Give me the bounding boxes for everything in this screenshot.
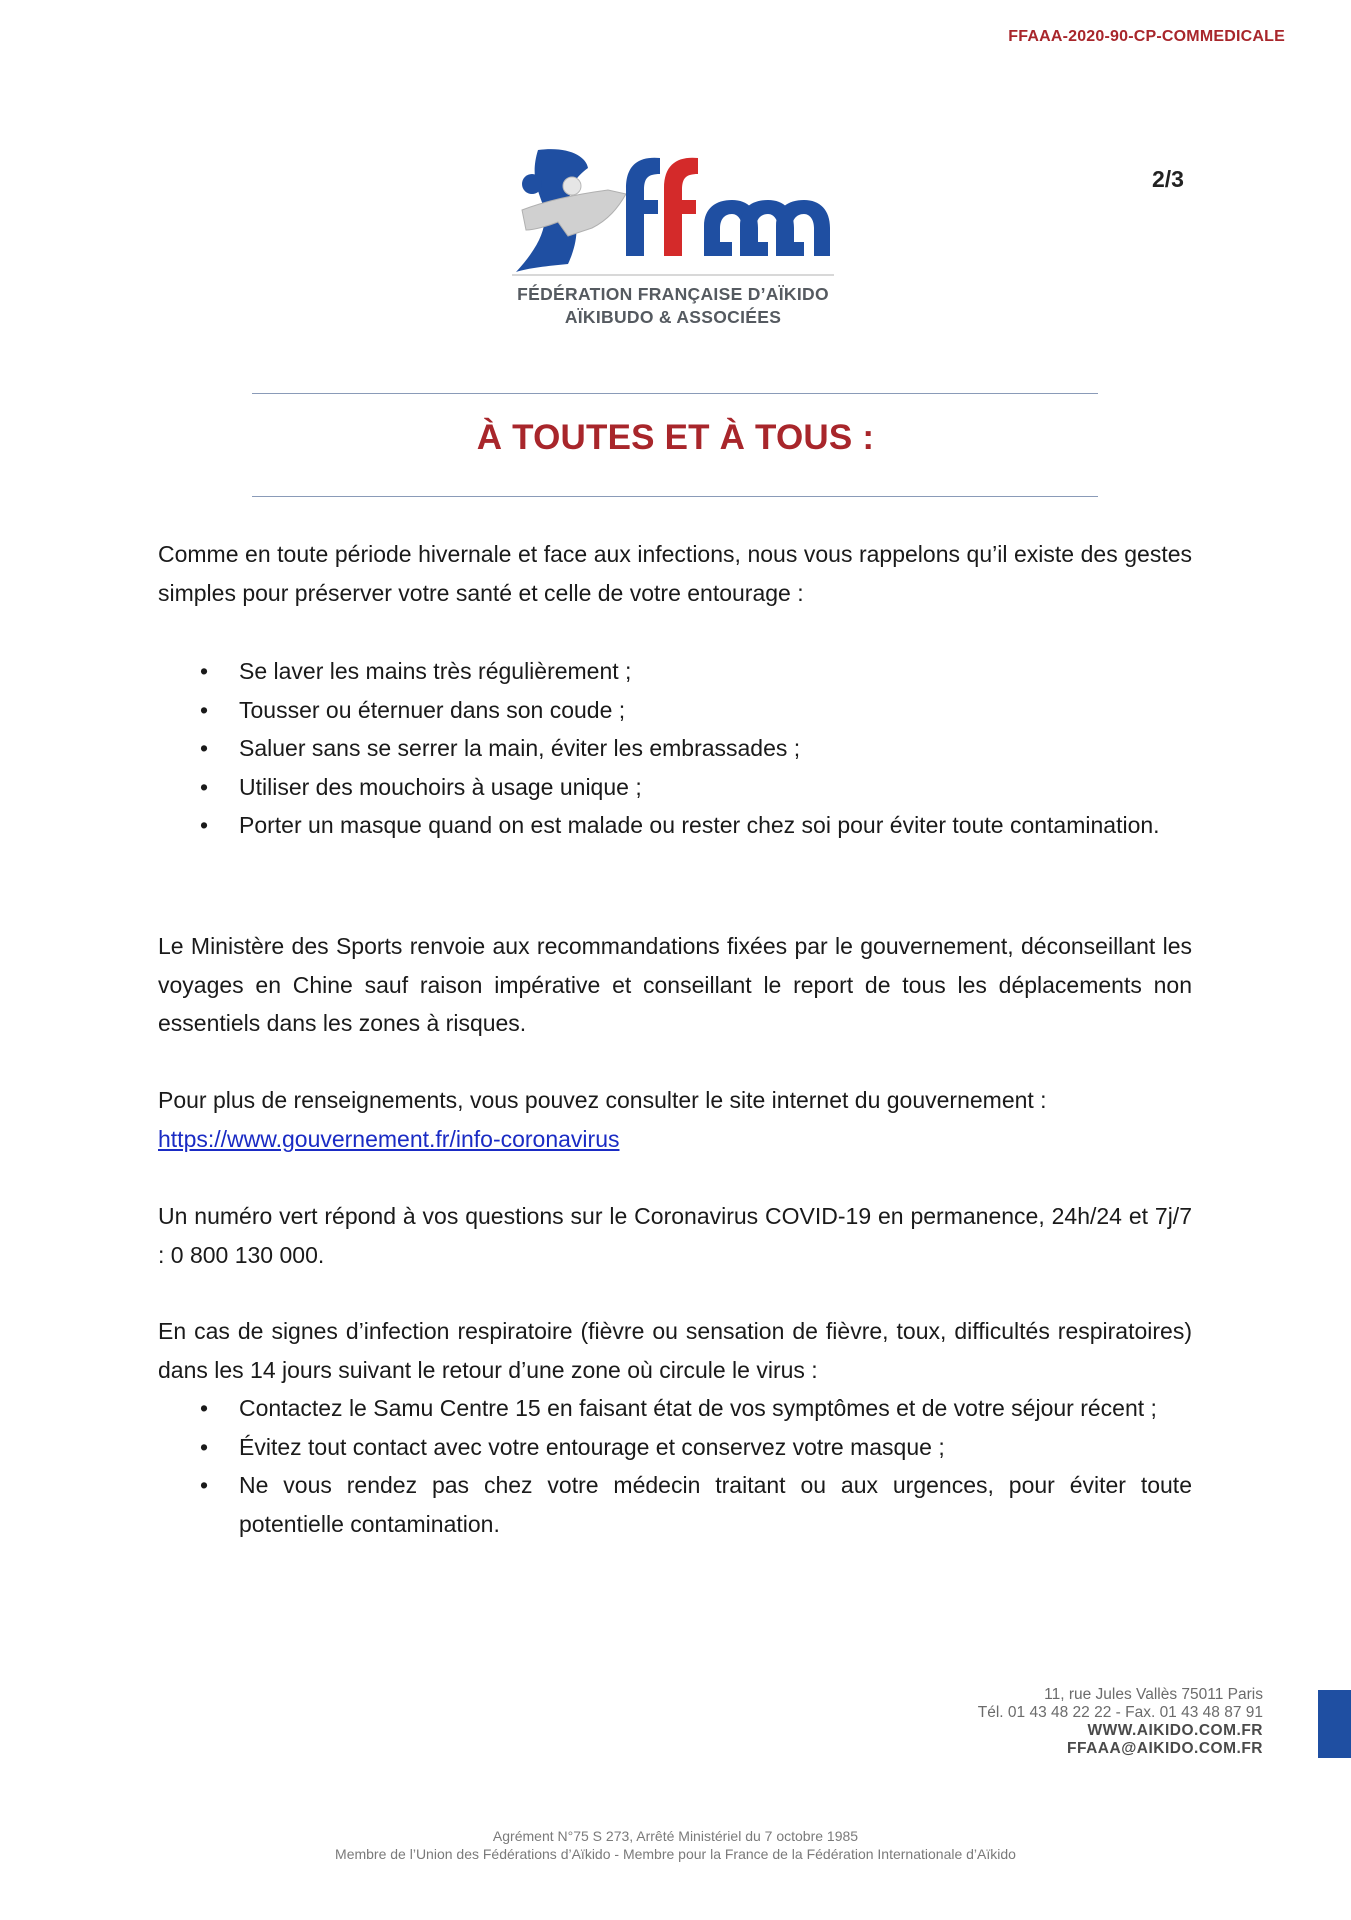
symptoms-section <box>158 1312 1192 1543</box>
footer-address: 11, rue Jules Vallès 75011 Paris <box>1044 1686 1263 1703</box>
info-section <box>158 1081 1192 1158</box>
bullet-icon: • <box>200 812 209 838</box>
document-reference: FFAAA-2020-90-CP-COMMEDICALE <box>1008 28 1285 45</box>
hotline-section <box>158 1197 1192 1274</box>
list-item: • Saluer sans se serrer la main, éviter les embrassades ; <box>158 729 1192 768</box>
page-title: À TOUTES ET À TOUS : <box>476 418 875 457</box>
list-item: • Se laver les mains très régulièrement ; <box>158 652 1192 691</box>
ffaaa-logo <box>508 138 838 328</box>
bullet-icon: • <box>200 1433 209 1460</box>
list-item: • Tousser ou éternuer dans son coude ; <box>158 691 1192 730</box>
bullet-icon: • <box>200 773 209 800</box>
info-paragraph: Pour plus de renseignements, vous pouvez consulter le site internet du gouvernement : <box>158 1087 1047 1113</box>
title-divider-bottom <box>252 496 1098 497</box>
footer-email: FFAAA@AIKIDO.COM.FR <box>1067 1740 1263 1757</box>
list-item: • Contactez le Samu Centre 15 en faisant état de vos symptômes et de votre séjour récent ; <box>158 1389 1192 1428</box>
gestures-list-section <box>158 652 1192 845</box>
list-item: • Ne vous rendez pas chez votre médecin traitant ou aux urgences, pour éviter toute potentielle contamination. <box>158 1466 1192 1543</box>
symptoms-paragraph: En cas de signes d’infection respiratoire (fièvre ou sensation de fièvre, toux, difficultés respiratoires) dans les 14 jours suivant le retour d’une zone où circule le virus : <box>158 1318 1192 1383</box>
hotline-paragraph: Un numéro vert répond à vos questions sur le Coronavirus COVID-19 en permanence, 24h/24 et 7j/7 : 0 800 130 000. <box>158 1203 1192 1268</box>
list-item: • Porter un masque quand on est malade ou rester chez soi pour éviter toute contamination. <box>158 806 1192 845</box>
intro-section <box>158 535 1192 612</box>
bullet-icon: • <box>200 658 209 684</box>
logo-federation-subtitle: AÏKIBUDO & ASSOCIÉES <box>564 307 782 327</box>
symptoms-actions-list <box>158 1389 1192 1543</box>
footer-accent-bar <box>1318 1690 1351 1758</box>
footer-contact-block <box>978 1686 1307 1758</box>
footer-phone-fax: Tél. 01 43 48 22 22 - Fax. 01 43 48 87 91 <box>977 1704 1263 1721</box>
bullet-icon: • <box>200 735 209 761</box>
bullet-icon: • <box>200 1395 209 1421</box>
bullet-icon: • <box>200 696 209 723</box>
ministry-paragraph: Le Ministère des Sports renvoie aux recommandations fixées par le gouvernement, déconseillant les voyages en Chine sauf raison impérative et conseillant le report de tous les déplacements non essentiels dans les zones à risques. <box>158 933 1192 1036</box>
logo-federation-name: FÉDÉRATION FRANÇAISE D’AÏKIDO <box>517 284 829 304</box>
footer-membership: Membre de l’Union des Fédérations d’Aïkido - Membre pour la France de la Fédération Internationale d’Aïkido <box>335 1846 1016 1862</box>
title-divider-top <box>252 393 1098 394</box>
gestures-list <box>158 652 1192 845</box>
footer-agrement: Agrément N°75 S 273, Arrêté Ministériel du 7 octobre 1985 <box>492 1828 859 1844</box>
gouvernement-info-link[interactable]: https://www.gouvernement.fr/info-coronavirus <box>158 1125 620 1152</box>
footer-website: WWW.AIKIDO.COM.FR <box>1087 1722 1263 1739</box>
page-indicator: 2/3 <box>1152 166 1184 192</box>
list-item: • Évitez tout contact avec votre entourage et conservez votre masque ; <box>158 1428 1192 1467</box>
bullet-icon: • <box>200 1472 209 1498</box>
footer-legal <box>0 1827 1351 1863</box>
intro-paragraph: Comme en toute période hivernale et face aux infections, nous vous rappelons qu’il existe des gestes simples pour préserver votre santé et celle de votre entourage : <box>158 541 1192 606</box>
ffaaa-emblem-icon <box>508 138 838 278</box>
ministry-section <box>158 927 1192 1043</box>
list-item: • Utiliser des mouchoirs à usage unique ; <box>158 768 1192 807</box>
